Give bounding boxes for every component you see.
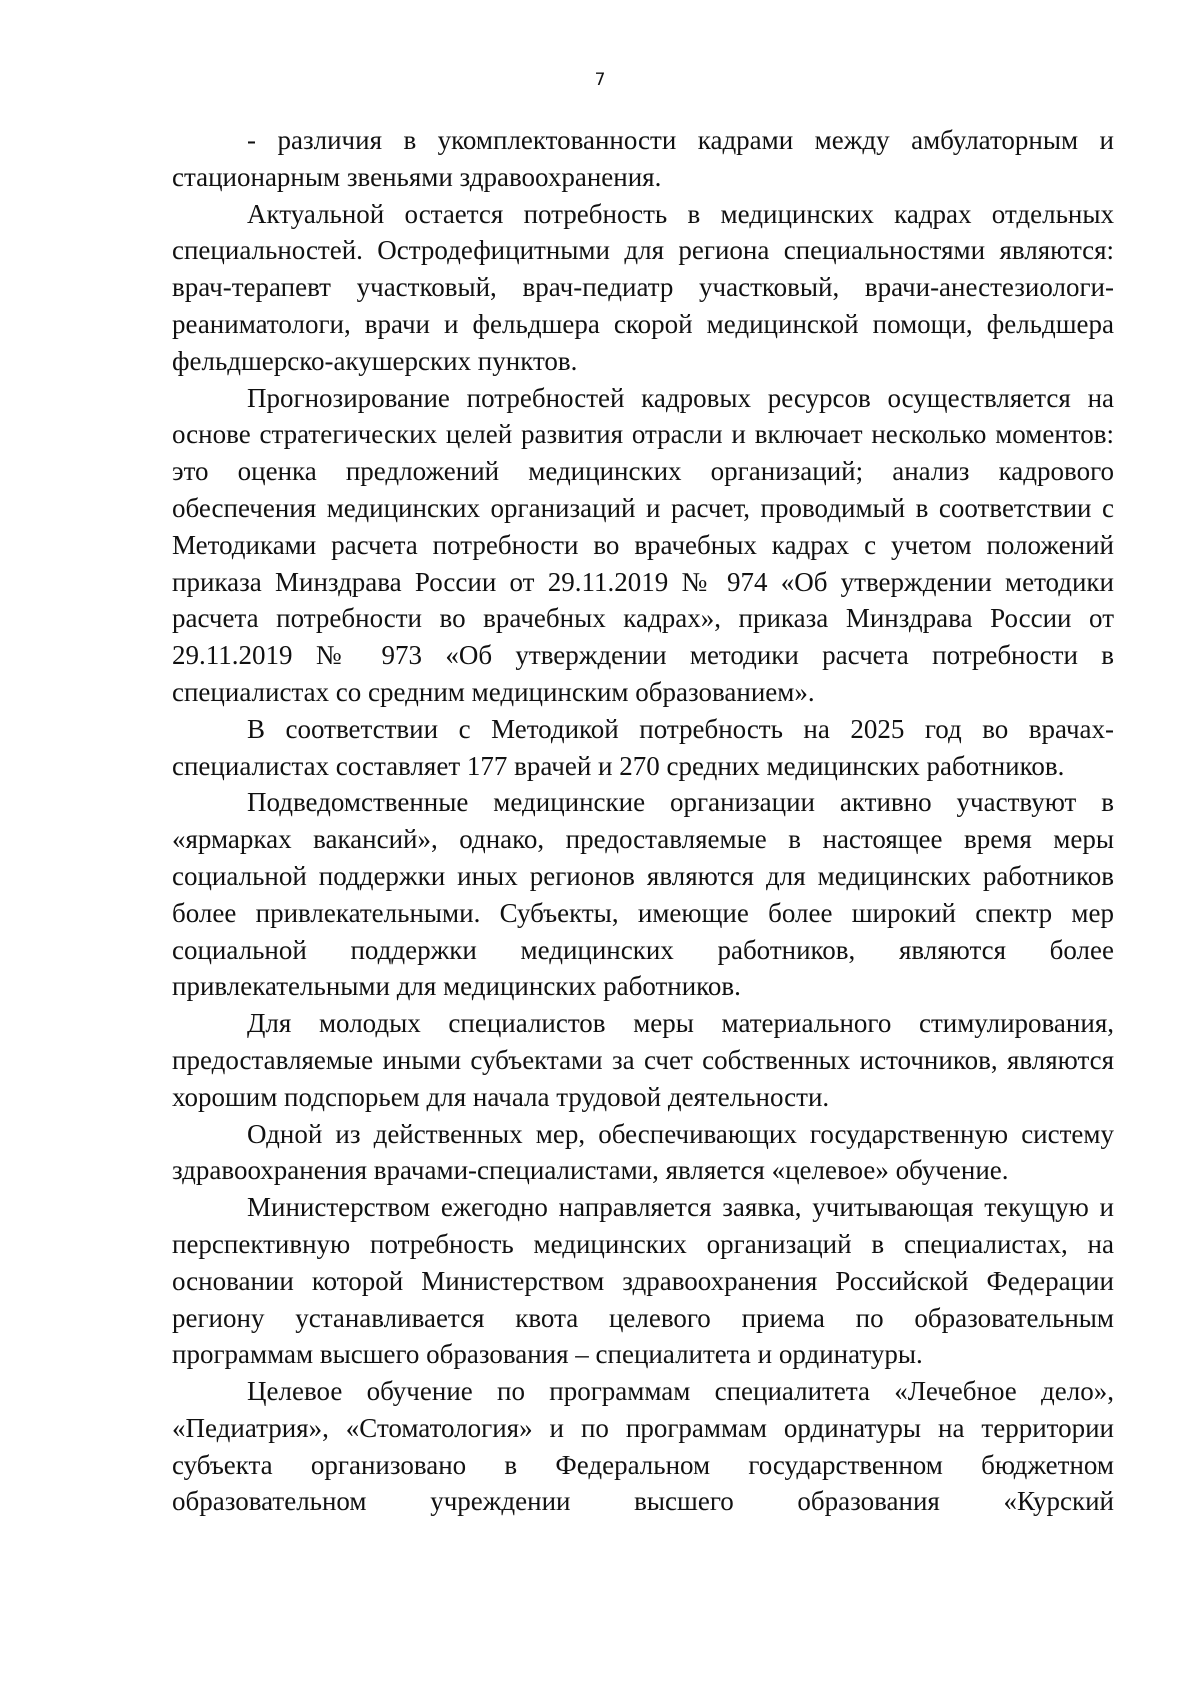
paragraph-methodology-need: В соответствии с Методикой потребность на 2025 год во врачах-специалистах составляет 177 врачей и 270 средних медицинских работников. bbox=[172, 713, 1114, 781]
paragraph-staffing-differences: - различия в укомплектованности кадрами между амбулаторным и стационарным звеньями здравоохранения. bbox=[172, 125, 1114, 192]
paragraph-specialist-demand: Актуальной остается потребность в медицинских кадрах отдельных специальностей. Остродефицитными для региона специальностями являются: врач-терапевт участковый, врач-педиатр участковый, врачи-анестезиологи-реаниматологи, врачи и фельдшера скорой медицинской помощи, фельдшера фельдшерско-акушерских пунктов. bbox=[172, 198, 1114, 376]
paragraph-targeted-training: Одной из действенных мер, обеспечивающих государственную систему здравоохранения врачами-специалистами, является «целевое» обучение. bbox=[172, 1118, 1114, 1186]
paragraph-ministry-quota: Министерством ежегодно направляется заявка, учитывающая текущую и перспективную потребность медицинских организаций в специалистах, на основании которой Министерством здравоохранения Российской Федерации региону устанавливается квота целевого приема по образовательным программам высшего образования – специалитета и ординатуры. bbox=[172, 1192, 1114, 1370]
document-body bbox=[172, 122, 1114, 1520]
paragraph-forecasting: Прогнозирование потребностей кадровых ресурсов осуществляется на основе стратегических целей развития отрасли и включает несколько моментов: это оценка предложений медицинских организаций; анализ кадрового обеспечения медицинских организаций и расчет, проводимый в соответствии с Методиками расчета потребности во врачебных кадрах с учетом положений приказа Минздрава России от 29.11.2019 № 974 «Об утверждении методики расчета потребности во врачебных кадрах», приказа Минздрава России от 29.11.2019 № 973 «Об утверждении методики расчета потребности в специалистах со средним медицинским образованием». bbox=[172, 382, 1114, 707]
page-number: 7 bbox=[594, 70, 606, 90]
paragraph-young-specialists: Для молодых специалистов меры материального стимулирования, предоставляемые иными субъектами за счет собственных источников, являются хорошим подспорьем для начала трудовой деятельности. bbox=[172, 1008, 1114, 1112]
paragraph-job-fairs: Подведомственные медицинские организации активно участвуют в «ярмарках вакансий», однако, предоставляемые в настоящее время меры социальной поддержки иных регионов являются для медицинских работников более привлекательными. Субъекты, имеющие более широкий спектр мер социальной поддержки медицинских работников, являются более привлекательными для медицинских работников. bbox=[172, 787, 1114, 1002]
paragraph-training-programs: Целевое обучение по программам специалитета «Лечебное дело», «Педиатрия», «Стоматология» и по программам ординатуры на территории субъекта организовано в Федеральном государственном бюджетном образовательном учреждении высшего образования «Курский bbox=[172, 1376, 1114, 1517]
